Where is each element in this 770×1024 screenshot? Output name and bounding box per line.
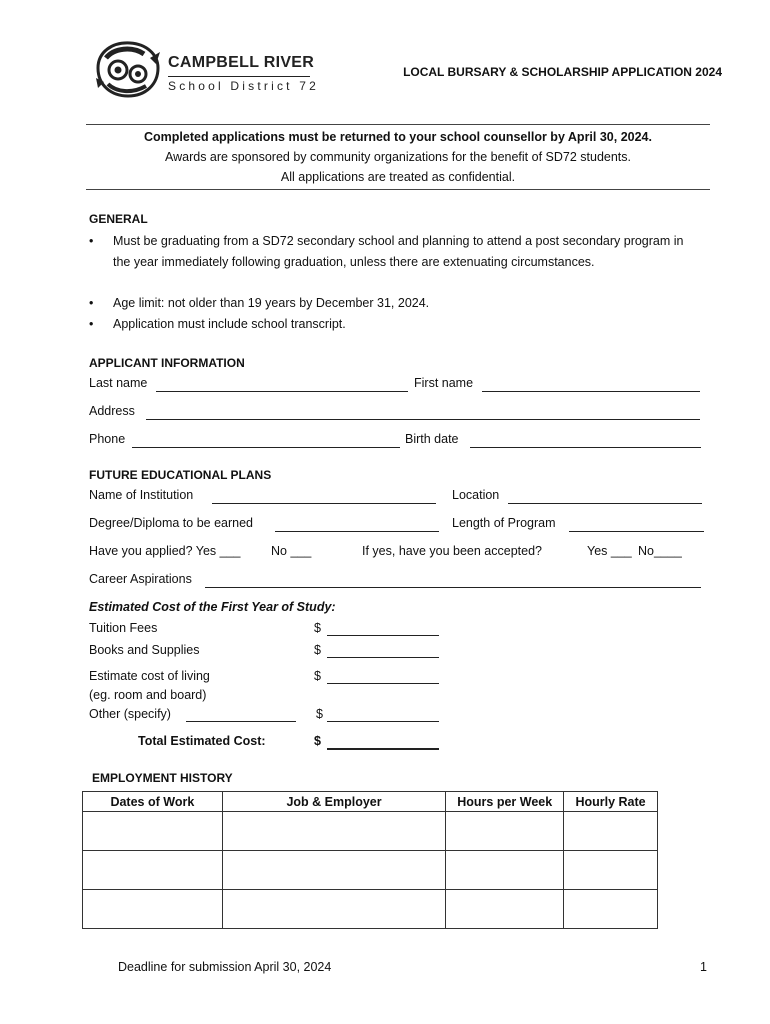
footer-deadline: Deadline for submission April 30, 2024 <box>118 960 332 974</box>
total-label: Total Estimated Cost: <box>138 734 266 748</box>
cost-heading: Estimated Cost of the First Year of Study: <box>89 600 336 614</box>
tuition-field[interactable] <box>327 635 439 636</box>
bullet-icon: • <box>89 317 94 331</box>
dollar-sign: $ <box>316 707 323 721</box>
total-field[interactable] <box>327 748 439 750</box>
dates-cell[interactable] <box>83 812 223 851</box>
logo-district-subtitle: School District 72 <box>168 79 319 93</box>
location-field[interactable] <box>508 503 702 504</box>
table-row <box>83 851 658 890</box>
other-label: Other (specify) <box>89 707 171 721</box>
general-item <box>89 231 689 294</box>
table-header-row <box>83 792 658 812</box>
degree-label: Degree/Diploma to be earned <box>89 516 253 530</box>
hours-cell[interactable] <box>446 890 564 929</box>
institution-field[interactable] <box>212 503 436 504</box>
general-item <box>89 293 689 314</box>
bullet-icon: • <box>89 296 94 310</box>
dollar-sign: $ <box>314 734 321 748</box>
degree-field[interactable] <box>275 531 439 532</box>
notice-sponsors: Awards are sponsored by community organizations for the benefit of SD72 students. <box>165 150 631 164</box>
address-field[interactable] <box>146 419 700 420</box>
dates-cell[interactable] <box>83 851 223 890</box>
notice-deadline: Completed applications must be returned to your school counsellor by April 30, 2024. <box>144 130 652 144</box>
general-item-text: Must be graduating from a SD72 secondary school and planning to attend a post secondary program in the year immediately following graduation, unless there are extenuating circumstances. <box>113 234 684 269</box>
dates-cell[interactable] <box>83 890 223 929</box>
living-field[interactable] <box>327 683 439 684</box>
general-item <box>89 314 689 335</box>
other-specify-field[interactable] <box>186 721 296 722</box>
general-item-text: Age limit: not older than 19 years by December 31, 2024. <box>113 296 430 310</box>
general-heading: GENERAL <box>89 212 148 226</box>
district-logo <box>92 38 322 102</box>
column-header: Hourly Rate <box>564 792 658 812</box>
job-cell[interactable] <box>222 890 446 929</box>
books-label: Books and Supplies <box>89 643 200 657</box>
rate-cell[interactable] <box>564 851 658 890</box>
last-name-field[interactable] <box>156 391 408 392</box>
program-length-field[interactable] <box>569 531 704 532</box>
logo-district-name: CAMPBELL RIVER <box>168 54 315 71</box>
column-header: Hours per Week <box>446 792 564 812</box>
living-example: (eg. room and board) <box>89 688 207 702</box>
hours-cell[interactable] <box>446 851 564 890</box>
column-header: Job & Employer <box>222 792 446 812</box>
location-label: Location <box>452 488 500 502</box>
phone-field[interactable] <box>132 447 400 448</box>
address-label: Address <box>89 404 135 418</box>
page-number: 1 <box>700 960 707 974</box>
applicant-heading: APPLICANT INFORMATION <box>89 356 245 370</box>
program-length-label: Length of Program <box>452 516 556 530</box>
dollar-sign: $ <box>314 643 321 657</box>
career-label: Career Aspirations <box>89 572 192 586</box>
accepted-no-option[interactable]: No____ <box>638 544 682 558</box>
top-divider <box>86 124 710 125</box>
first-name-field[interactable] <box>482 391 700 392</box>
notice-confidential: All applications are treated as confidential. <box>280 170 516 184</box>
career-field[interactable] <box>205 587 701 588</box>
rate-cell[interactable] <box>564 812 658 851</box>
phone-label: Phone <box>89 432 126 446</box>
birth-date-label: Birth date <box>405 432 459 446</box>
general-item-text: Application must include school transcript. <box>113 317 346 331</box>
table-row <box>83 812 658 851</box>
accepted-yes-option[interactable]: Yes ___ <box>587 544 632 558</box>
rate-cell[interactable] <box>564 890 658 929</box>
table-row <box>83 890 658 929</box>
employment-heading: EMPLOYMENT HISTORY <box>92 771 233 785</box>
employment-table <box>82 791 658 929</box>
institution-label: Name of Institution <box>89 488 194 502</box>
dollar-sign: $ <box>314 669 321 683</box>
birth-date-field[interactable] <box>470 447 701 448</box>
accepted-label: If yes, have you been accepted? <box>362 544 542 558</box>
job-cell[interactable] <box>222 851 446 890</box>
hours-cell[interactable] <box>446 812 564 851</box>
notice-block <box>86 127 710 187</box>
dollar-sign: $ <box>314 621 321 635</box>
applied-yes-option[interactable]: Have you applied? Yes ___ <box>89 544 241 558</box>
tuition-label: Tuition Fees <box>89 621 158 635</box>
document-title: LOCAL BURSARY & SCHOLARSHIP APPLICATION 2024 <box>403 65 722 79</box>
logo-divider <box>168 76 310 77</box>
plans-heading: FUTURE EDUCATIONAL PLANS <box>89 468 272 482</box>
last-name-label: Last name <box>89 376 148 390</box>
applied-no-option[interactable]: No ___ <box>271 544 312 558</box>
column-header: Dates of Work <box>83 792 223 812</box>
living-label: Estimate cost of living <box>89 669 210 683</box>
other-amount-field[interactable] <box>327 721 439 722</box>
books-field[interactable] <box>327 657 439 658</box>
district-crest-icon <box>92 38 164 102</box>
bottom-divider <box>86 189 710 190</box>
first-name-label: First name <box>414 376 474 390</box>
job-cell[interactable] <box>222 812 446 851</box>
bullet-icon: • <box>89 234 94 248</box>
